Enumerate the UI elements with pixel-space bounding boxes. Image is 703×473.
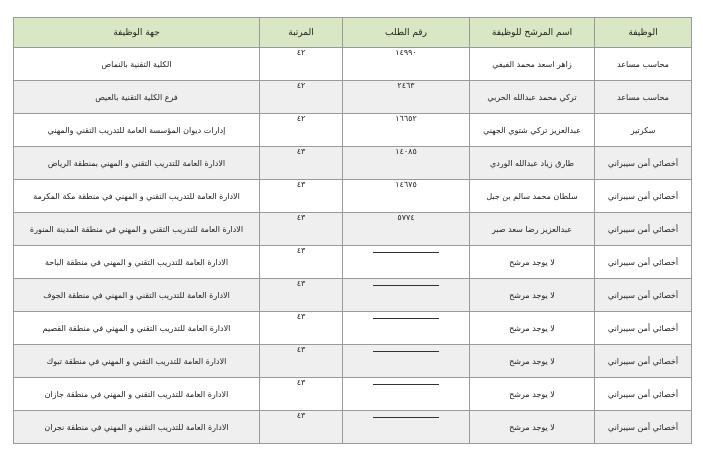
department-cell: الادارة العامة للتدريب التقني و المهني في منطقة الجوف — [14, 279, 260, 312]
job-cell: أخصائي أمن سيبراني — [595, 279, 692, 312]
blank-line — [373, 384, 439, 385]
table-row — [14, 114, 692, 147]
candidate-cell: لا يوجد مرشح — [470, 312, 595, 345]
request-number-cell — [343, 411, 470, 444]
department-cell: الادارة العامة للتدريب التقني و المهني في منطقة تبوك — [14, 345, 260, 378]
header-candidate: اسم المرشح للوظيفة — [470, 18, 595, 48]
rank-cell: ٤٢ — [260, 48, 343, 81]
request-number-cell: ٥٧٧٤ — [343, 213, 470, 246]
blank-line — [373, 252, 439, 253]
table-row — [14, 378, 692, 411]
candidate-cell: سلطان محمد سالم بن جبل — [470, 180, 595, 213]
header-job: الوظيفة — [595, 18, 692, 48]
candidate-cell: عبدالعزيز رضا سعد صبر — [470, 213, 595, 246]
request-number-cell: ١٤٠٨٥ — [343, 147, 470, 180]
candidate-cell: لا يوجد مرشح — [470, 411, 595, 444]
job-cell: أخصائي أمن سيبراني — [595, 147, 692, 180]
table-body — [14, 48, 692, 444]
rank-cell: ٤٢ — [260, 81, 343, 114]
table-row — [14, 411, 692, 444]
department-cell: الادارة العامة للتدريب التقني و المهني بمنطقة الرياض — [14, 147, 260, 180]
job-cell: محاسب مساعد — [595, 48, 692, 81]
header-rank: المرتبة — [260, 18, 343, 48]
request-number-cell — [343, 312, 470, 345]
job-cell: أخصائي أمن سيبراني — [595, 246, 692, 279]
department-cell: الادارة العامة للتدريب التقني و المهني في منطقة نجران — [14, 411, 260, 444]
table-row — [14, 312, 692, 345]
request-number-cell — [343, 345, 470, 378]
rank-cell: ٤٣ — [260, 147, 343, 180]
table-row — [14, 147, 692, 180]
candidate-cell: لا يوجد مرشح — [470, 246, 595, 279]
candidate-cell: لا يوجد مرشح — [470, 345, 595, 378]
department-cell: الادارة العامة للتدريب التقني و المهني في منطقة جازان — [14, 378, 260, 411]
request-number-cell: ١٤٩٩٠ — [343, 48, 470, 81]
request-number-cell: ٢٤٦٣ — [343, 81, 470, 114]
blank-line — [373, 351, 439, 352]
job-cell: أخصائي أمن سيبراني — [595, 411, 692, 444]
request-number-cell — [343, 378, 470, 411]
table-row — [14, 180, 692, 213]
department-cell: الادارة العامة للتدريب التقني و المهني في منطقة مكة المكرمة — [14, 180, 260, 213]
candidate-cell: لا يوجد مرشح — [470, 279, 595, 312]
job-cell: أخصائي أمن سيبراني — [595, 378, 692, 411]
rank-cell: ٤٣ — [260, 279, 343, 312]
job-cell: سكرتير — [595, 114, 692, 147]
job-cell: محاسب مساعد — [595, 81, 692, 114]
rank-cell: ٤٣ — [260, 246, 343, 279]
candidate-cell: طارق زياد عبدالله الوردي — [470, 147, 595, 180]
department-cell: الادارة العامة للتدريب التقني و المهني في منطقة القصيم — [14, 312, 260, 345]
rank-cell: ٤٣ — [260, 378, 343, 411]
table-row — [14, 213, 692, 246]
request-number-cell: ١٦٦٥٢ — [343, 114, 470, 147]
job-cell: أخصائي أمن سيبراني — [595, 180, 692, 213]
rank-cell: ٤٣ — [260, 213, 343, 246]
header-request-number: رقم الطلب — [343, 18, 470, 48]
job-cell: أخصائي أمن سيبراني — [595, 312, 692, 345]
request-number-cell — [343, 279, 470, 312]
rank-cell: ٤٣ — [260, 312, 343, 345]
rank-cell: ٤٣ — [260, 180, 343, 213]
rank-cell: ٤٣ — [260, 411, 343, 444]
department-cell: الادارة العامة للتدريب التقني و المهني في منطقة الباحة — [14, 246, 260, 279]
candidate-cell: تركي محمد عبدالله الحربي — [470, 81, 595, 114]
candidates-table — [13, 17, 692, 444]
rank-cell: ٤٢ — [260, 114, 343, 147]
blank-line — [373, 318, 439, 319]
request-number-cell — [343, 246, 470, 279]
department-cell: فرع الكلية التقنية بالعيص — [14, 81, 260, 114]
table-row — [14, 345, 692, 378]
candidate-cell: لا يوجد مرشح — [470, 378, 595, 411]
table-row — [14, 48, 692, 81]
table-row — [14, 279, 692, 312]
department-cell: الكلية التقنية بالنماص — [14, 48, 260, 81]
table-row — [14, 246, 692, 279]
rank-cell: ٤٣ — [260, 345, 343, 378]
header-department: جهة الوظيفة — [14, 18, 260, 48]
blank-line — [373, 417, 439, 418]
candidate-cell: عبدالعزيز تركي شتوي الجهني — [470, 114, 595, 147]
job-cell: أخصائي أمن سيبراني — [595, 345, 692, 378]
request-number-cell: ١٤٦٧٥ — [343, 180, 470, 213]
blank-line — [373, 285, 439, 286]
job-cell: أخصائي أمن سيبراني — [595, 213, 692, 246]
table-header-row — [14, 18, 692, 48]
candidate-cell: زاهر اسعد محمد الفيفي — [470, 48, 595, 81]
department-cell: إدارات ديوان المؤسسة العامة للتدريب التقني والمهني — [14, 114, 260, 147]
table-row — [14, 81, 692, 114]
department-cell: الادارة العامة للتدريب التقني و المهني في منطقة المدينة المنورة — [14, 213, 260, 246]
